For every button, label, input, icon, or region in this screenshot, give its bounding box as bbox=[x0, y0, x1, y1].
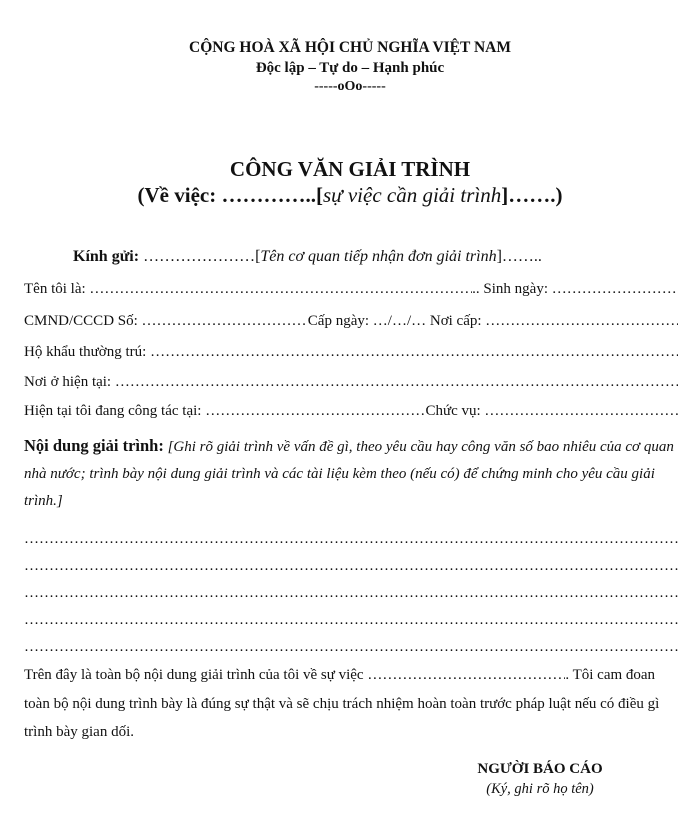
residence-label: Hộ khẩu thường trú: bbox=[24, 344, 147, 360]
position-label: Chức vụ: bbox=[425, 403, 481, 419]
issue-place-field[interactable] bbox=[482, 311, 678, 331]
explanation-line-4[interactable] bbox=[24, 610, 678, 630]
recipient-line bbox=[73, 246, 542, 268]
name-line bbox=[24, 279, 678, 299]
current-address-line bbox=[24, 372, 678, 392]
incident-field[interactable] bbox=[367, 661, 565, 690]
workplace-field[interactable] bbox=[201, 401, 425, 421]
explanation-line-3[interactable] bbox=[24, 583, 678, 603]
dob-field[interactable] bbox=[548, 279, 678, 299]
signature-note-text: (Ký, ghi rõ họ tên) bbox=[486, 781, 594, 797]
motto: Độc lập – Tự do – Hạnh phúc bbox=[255, 60, 445, 76]
subject-prefix: (Về việc: …………..[ bbox=[137, 183, 323, 207]
recipient-dots-after: ]…….. bbox=[496, 248, 542, 265]
explanation-instructions: [Ghi rõ giải trình về vấn đề gì, theo yêu cầu hay công văn số bao nhiêu của cơ quan nhà nước; trình bày nội dung giải trình và các tài liệu kèm theo (nếu có) để chứng minh cho yêu cầu giải trình.] bbox=[24, 439, 674, 509]
current-address-field[interactable] bbox=[111, 372, 678, 392]
issue-date-label: Cấp ngày: …/…/… Nơi cấp: bbox=[307, 313, 482, 329]
residence-line bbox=[24, 342, 678, 362]
signature-title-text: NGƯỜI BÁO CÁO bbox=[477, 761, 603, 777]
position-field[interactable] bbox=[481, 401, 678, 421]
signature-title bbox=[420, 759, 660, 779]
recipient-hint: Tên cơ quan tiếp nhận đơn giải trình bbox=[260, 248, 497, 265]
recipient-label: Kính gửi: bbox=[73, 248, 140, 265]
header-divider: -----oOo----- bbox=[314, 79, 386, 94]
signature-note bbox=[420, 779, 660, 799]
closing-part-2: . Tôi cam đoan toàn bộ nội dung trình bày là đúng sự thật và sẽ chịu trách nhiệm hoàn toàn trước pháp luật nếu có điều gì trình bày gian dối. bbox=[24, 667, 660, 740]
national-header bbox=[0, 38, 700, 96]
id-number-field[interactable] bbox=[138, 311, 308, 331]
name-label: Tên tôi là: bbox=[24, 281, 86, 297]
recipient-dots-before: …………………[ bbox=[139, 248, 261, 265]
closing-statement bbox=[24, 661, 678, 747]
explanation-section bbox=[24, 432, 678, 515]
explanation-line-1[interactable] bbox=[24, 529, 678, 549]
document-title: CÔNG VĂN GIẢI TRÌNH bbox=[229, 157, 471, 181]
explanation-line-2[interactable] bbox=[24, 556, 678, 576]
workplace-line bbox=[24, 401, 678, 421]
nation-name: CỘNG HOÀ XÃ HỘI CHỦ NGHĨA VIỆT NAM bbox=[189, 39, 511, 56]
subject-suffix: ]…….) bbox=[501, 183, 563, 207]
document-subject bbox=[0, 181, 700, 209]
subject-hint: sự việc cần giải trình bbox=[322, 183, 502, 207]
explanation-line-5[interactable] bbox=[24, 637, 678, 657]
workplace-label: Hiện tại tôi đang công tác tại: bbox=[24, 403, 202, 419]
residence-field[interactable] bbox=[146, 342, 678, 362]
explanation-label: Nội dung giải trình: bbox=[24, 436, 164, 455]
id-label: CMND/CCCD Số: bbox=[24, 313, 138, 329]
id-line bbox=[24, 311, 678, 331]
current-address-label: Nơi ở hiện tại: bbox=[24, 374, 112, 390]
dob-label: .. Sinh ngày: bbox=[472, 281, 548, 297]
closing-part-1: Trên đây là toàn bộ nội dung giải trình của tôi về sự việc bbox=[24, 667, 368, 683]
name-field[interactable] bbox=[86, 279, 473, 299]
